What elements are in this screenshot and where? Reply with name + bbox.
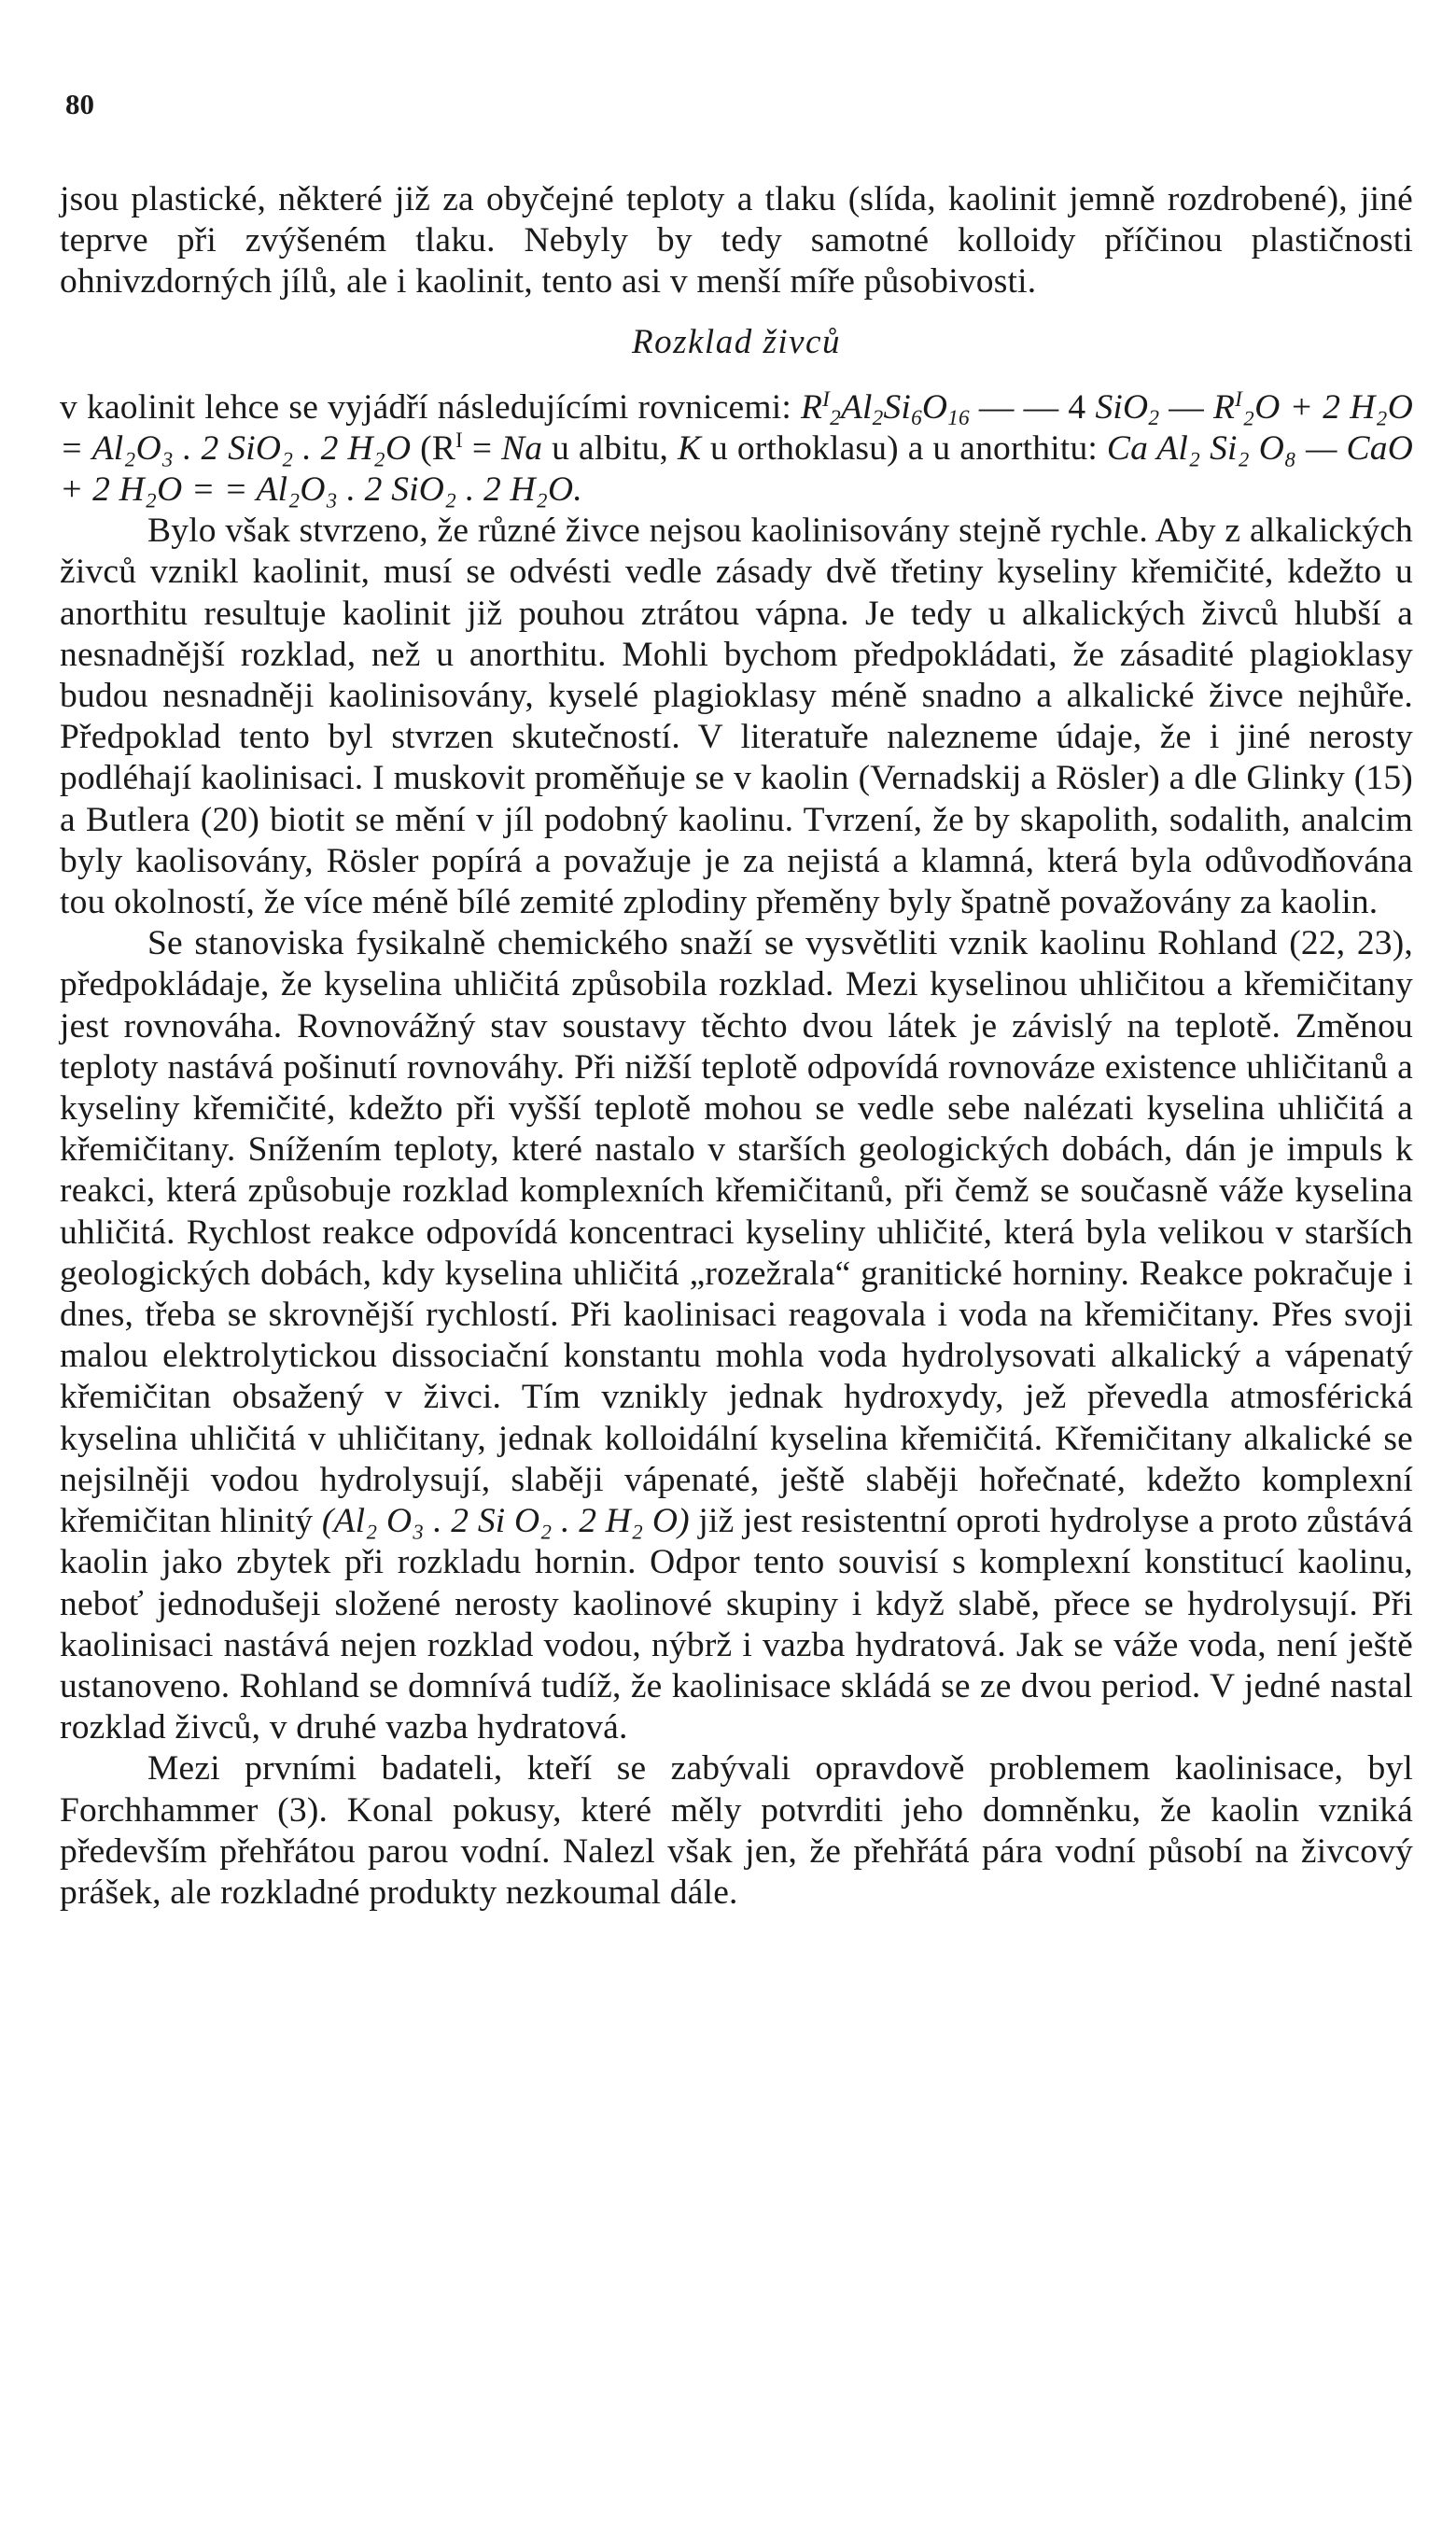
formula-kaolin: (Al₂ O₃ . 2 Si O₂ . 2 H₂ O)	[321, 1502, 690, 1541]
formula-feldspar: $R^I_2Al_2Si_6O_{16}$	[801, 386, 970, 430]
paragraph-forchhammer: Mezi prvními badateli, kteří se zabývali opravdově problemem kaolinisace, byl Forchhammer (3). Konal pokusy, které měly potvrditi jeho domněnku, že kaolin vzniká především přehřátou parou vodní. Nalezl však jen, že přehřátá pára vodní působí na živcový prášek, ale rozkladné produkty nezkoumal dále.	[60, 1749, 1413, 1912]
paragraph-rohland: Se stanoviska fysikalně chemického snaží se vysvětliti vznik kaolinu Rohland (22, 23), předpokládaje, že kyselina uhličitá způsobila rozklad. Mezi kyselinou uhličitou a křemičitany jest rovnováha. Rovnovážný stav soustavy těchto dvou látek je závislý na teplotě. Změnou teploty nastává pošinutí rovnováhy. Při nižší teplotě odpovídá rovnováze existence uhličitanů a kyseliny křemičité, kdežto při vyšší teplotě mohou se vedle sebe nalézati kyselina uhličitá a křemičitany. Snížením teploty, které nastalo v starších geologických dobách, dán je impuls k reakci, která způsobuje rozklad komplexních křemičitanů, při čemž se současně váže kyselina uhličitá. Rychlost reakce odpovídá koncentraci kyseliny uhličité, která byla velikou v starších geologických dobách, kdy kyselina uhličitá „rozežrala“ granitické horniny. Reakce pokračuje i dnes, třeba se skrovnější rychlostí. Při kaolinisaci reagovala i voda na křemičitany. Přes svoji malou elektrolytickou dissociační konstantu mohla voda hydrolysovati alkalický a vápenatý křemičitan obsažený v živci. Tím vznikly jednak hydroxydy, jež převedla atmosférická kyselina uhličitá v uhličitany, jednak kolloidální kyselina křemičitá. Křemičitany alkalické se nejsilněji vodou hydrolysují, slaběji vápenaté, ještě slaběji hořečnaté, kdežto komplexní křemičitan hlinitý (Al₂ O₃ . 2 Si O₂ . 2 H₂ O) již jest resistentní oproti hydrolyse a proto zůstává kaolin jako zbytek při rozkladu hornin. Odpor tento souvisí s komplexní konstitucí kaolinu, neboť jednodušeji složené nerosty kaolinové skupiny i když slabě, přece se hydrolysují. Při kaolinisaci nastává nejen rozklad vodou, nýbrž i vazba hydratová. Jak se váže voda, není ještě ustanoveno. Rohland se domnívá tudíž, že kaolinisace skládá se ze dvou period. V jedné nastal rozklad živců, v druhé vazba hydratová.	[60, 924, 1414, 1747]
formula-anorthite: Ca Al₂ Si₂ O₈ — CaO + 2 H₂O = = Al₂O₃ . 2 SiO₂ . 2 H₂O.	[60, 428, 1413, 510]
page-number: 80	[65, 88, 94, 120]
paragraph-kaolinisation-rate: Bylo však stvrzeno, že různé živce nejsou kaolinisovány stejně rychle. Aby z alkalických živců vznikl kaolinit, musí se odvésti vedle zásady dvě třetiny kyseliny křemičité, kdežto u anorthitu resultuje kaolinit již pouhou ztrátou vápna. Je tedy u alkalických živců hlubší a nesnadnější rozklad, než u anorthitu. Mohli bychom předpokládati, že zásadité plagioklasy budou nesnadněji kaolinisovány, kyselé plagioklasy méně snadno a alkalické živce nejhůře. Předpoklad tento byl stvrzen skutečností. V literatuře nalezneme údaje, že i jiné nerosty podléhají kaolinisaci. I muskovit proměňuje se v kaolin (Vernadskij a Rösler) a dle Glinky (15) a Butlera (20) biotit se mění v jíl podobný kaolinu. Tvrzení, že by skapolith, sodalith, analcim byly kaolisovány, Rösler popírá a považuje je za nejistá a klamná, která byla odůvodňována tou okolností, že více méně bílé zemité zplodiny přeměny byly špatně považovány za kaolin.	[60, 512, 1413, 922]
paragraph-equations: v kaolinit lehce se vyjádří následujícími rovnicemi: $R^I_2Al_2Si_6O_{16}$ — — 4 SiO$_2$ — $R^I_2O + 2$ H₂O = Al₂O₃ . 2 SiO₂ . 2 H₂O ($R^I = Na$ u albitu, K u orthoklasu) a u anorthitu: Ca Al₂ Si₂ O₈ — CaO + 2 H₂O = = Al₂O₃ . 2 SiO₂ . 2 H₂O.	[60, 386, 1414, 510]
equations-intro: v kaolinit lehce se vyjádří následujícími rovnicemi:	[60, 387, 802, 427]
page-body	[60, 179, 1413, 1914]
paragraph-plasticity: jsou plastické, některé již za obyčejné teploty a tlaku (slída, kaolinit jemně rozdrobené), jiné teprve při zvýšeném tlaku. Nebyly by tedy samotné kolloidy příčinou plastičnosti ohnivzdorných jílů, ale i kaolinit, tento asi v menší míře působivosti.	[60, 180, 1413, 302]
formula-silica: SiO$_2$	[1095, 387, 1160, 430]
section-title: Rozklad živců	[632, 322, 841, 361]
formula-reaction: $R^I_2O + 2$ H₂O = Al₂O₃ . 2 SiO₂ . 2 H₂O	[60, 386, 1414, 468]
